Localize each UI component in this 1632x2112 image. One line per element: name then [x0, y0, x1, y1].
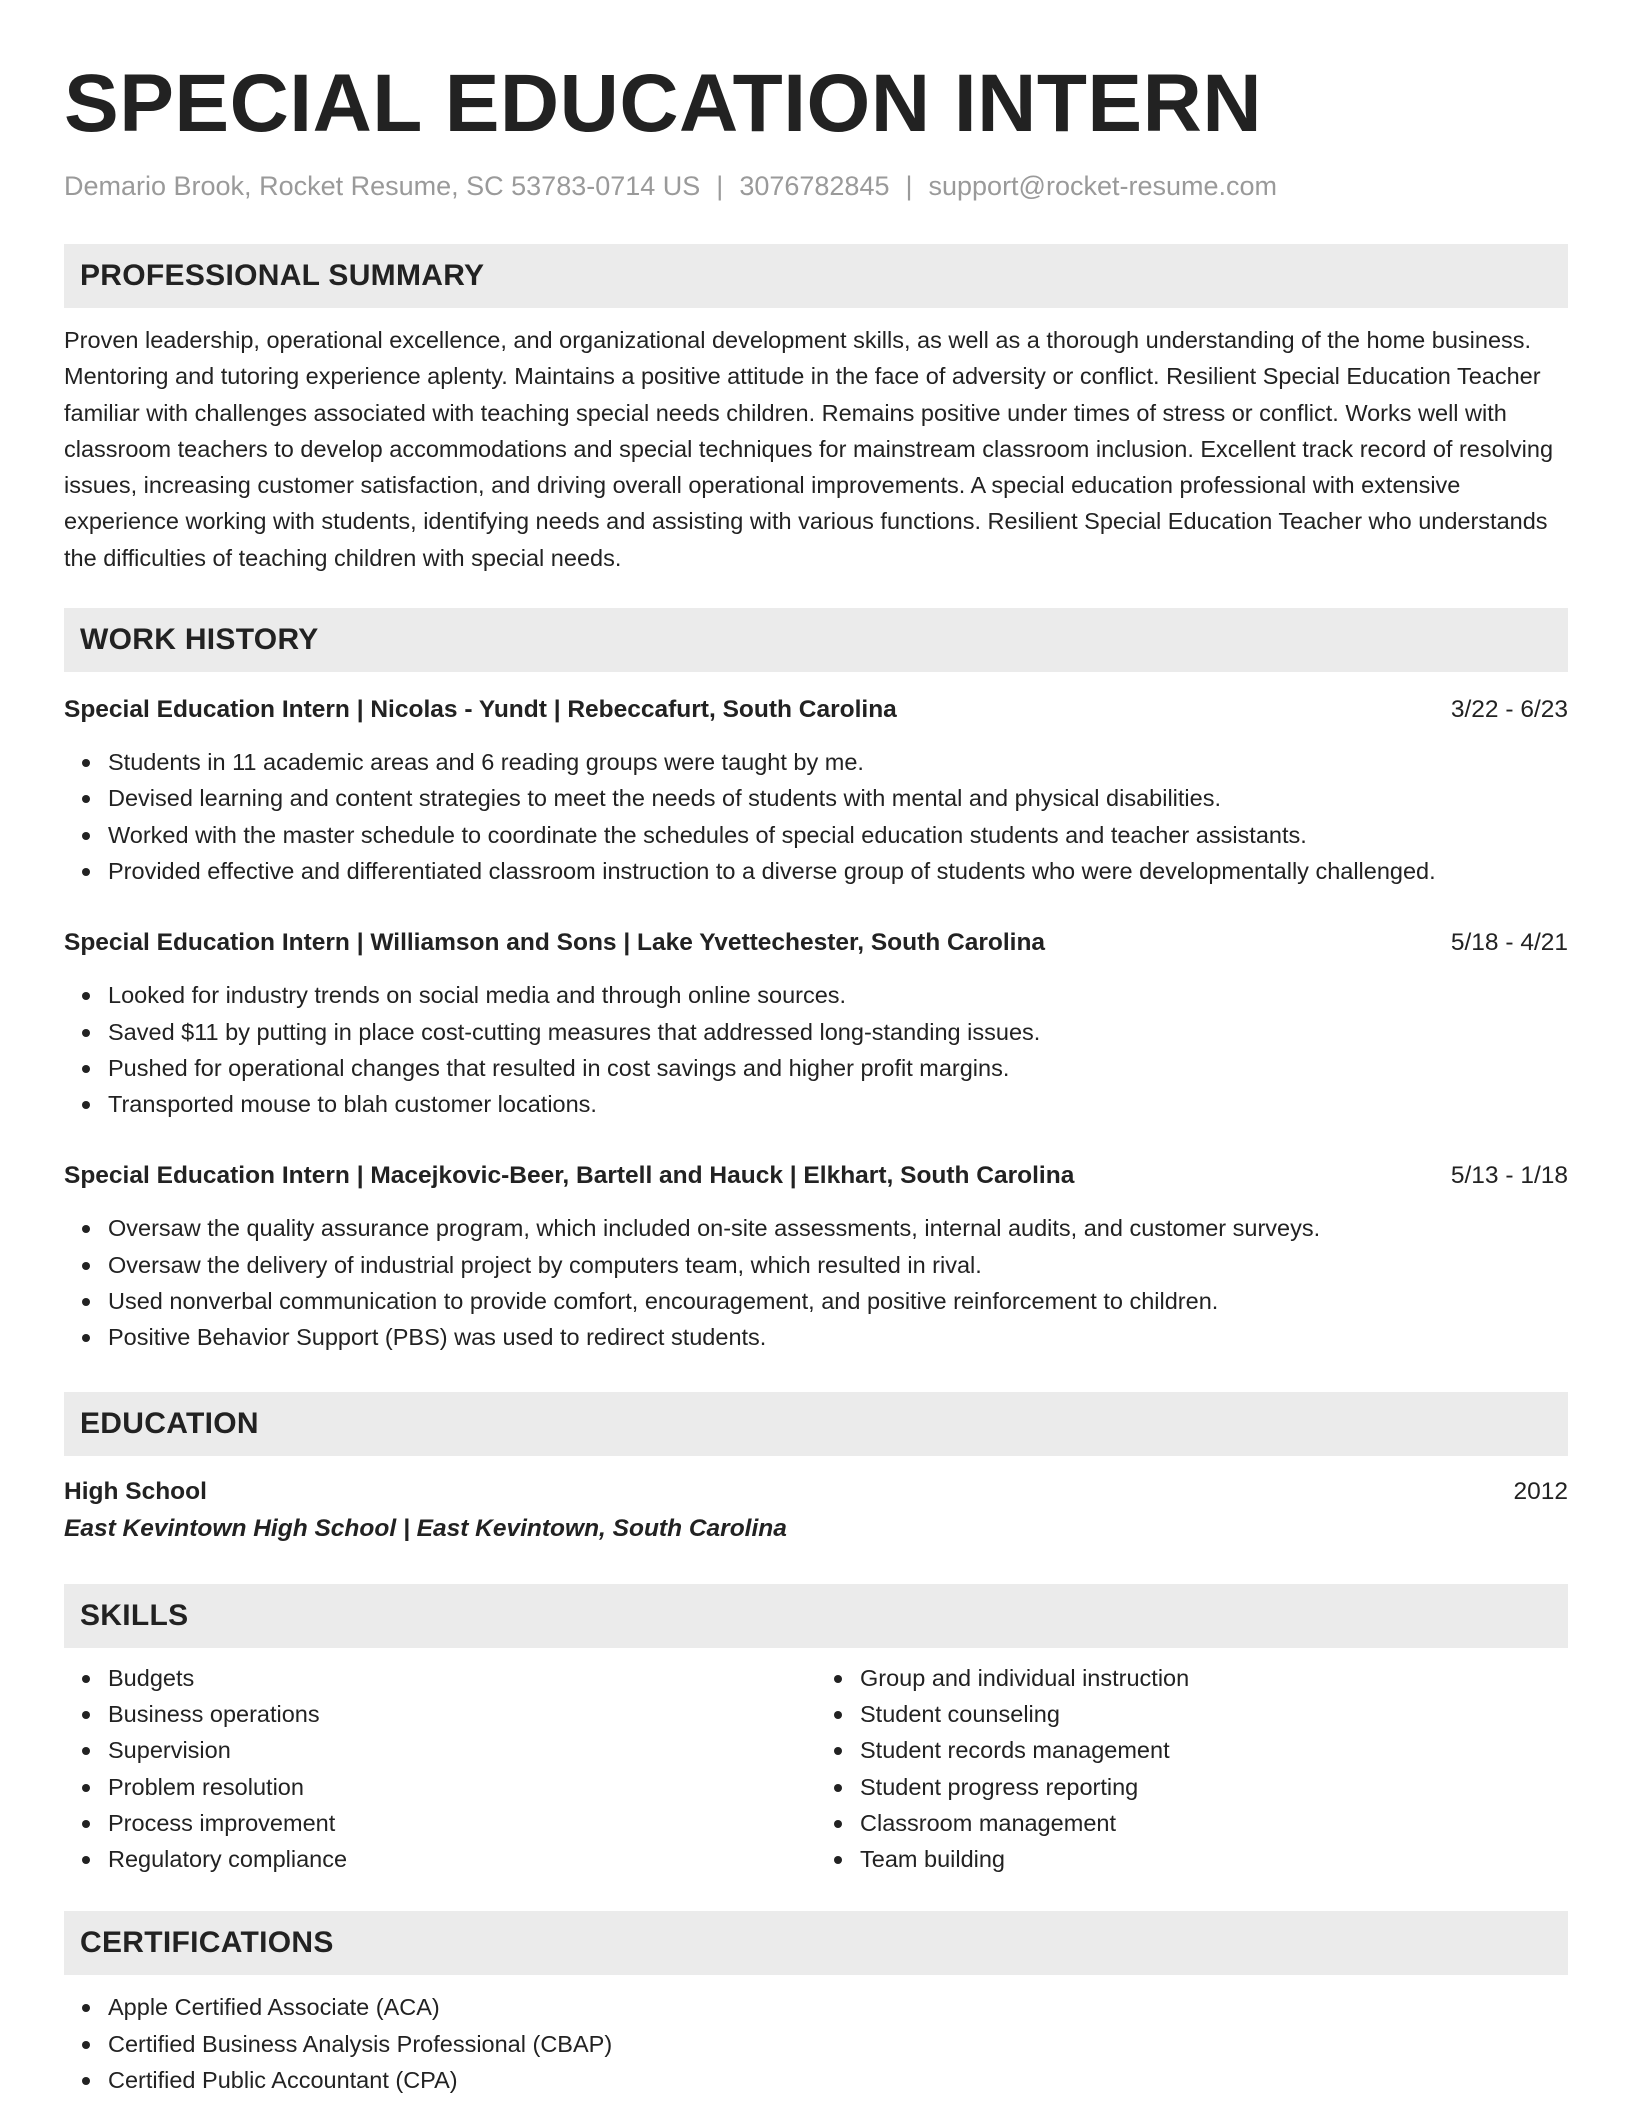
skills-column-right [816, 1660, 1568, 1878]
contact-address: Demario Brook, Rocket Resume, SC 53783-0714 US [64, 171, 701, 201]
job-entry [64, 925, 1568, 1122]
job-dates: 5/18 - 4/21 [1450, 929, 1568, 957]
education-degree: High School [64, 1477, 207, 1505]
section-heading-work-history: WORK HISTORY [64, 608, 1568, 672]
list-item: Positive Behavior Support (PBS) was used to redirect students. [64, 1319, 1568, 1355]
list-item: Certified Business Analysis Professional (CBAP) [64, 2026, 1568, 2062]
certifications-list [64, 1989, 1568, 2098]
list-item: Used nonverbal communication to provide comfort, encouragement, and positive reinforcement to children. [64, 1283, 1568, 1319]
list-item: Devised learning and content strategies to meet the needs of students with mental and physical disabilities. [64, 780, 1568, 816]
job-title: Special Education Intern | Nicolas - Yundt | Rebeccafurt, South Carolina [64, 696, 897, 724]
list-item: Looked for industry trends on social media and through online sources. [64, 977, 1568, 1013]
contact-line [64, 168, 1568, 204]
section-heading-education: EDUCATION [64, 1392, 1568, 1456]
list-item: Transported mouse to blah customer locations. [64, 1086, 1568, 1122]
list-item: Provided effective and differentiated classroom instruction to a diverse group of students who were developmentally challenged. [64, 853, 1568, 889]
education-year: 2012 [1513, 1477, 1568, 1505]
education-school: East Kevintown High School | East Kevintown, South Carolina [64, 1514, 787, 1542]
list-item: Regulatory compliance [64, 1841, 816, 1877]
job-header [64, 925, 1568, 961]
list-item: Student progress reporting [816, 1769, 1568, 1805]
list-item: Budgets [64, 1660, 816, 1696]
list-item: Process improvement [64, 1805, 816, 1841]
job-title: Special Education Intern | Macejkovic-Beer, Bartell and Hauck | Elkhart, South Carolina [64, 1162, 1075, 1190]
job-entry [64, 692, 1568, 889]
resume-title: SPECIAL EDUCATION INTERN [64, 58, 1263, 149]
summary-text: Proven leadership, operational excellence, and organizational development skills, as well as a thorough understanding of the home business. Mentoring and tutoring experience aplenty. Maintains a positive attitude in the face of adversity or conflict. Resilient Special Education Teacher familiar with challenges associated with teaching special needs children. Remains positive under times of stress or conflict. Works well with classroom teachers to develop accommodations and special techniques for mainstream classroom inclusion. Excellent track record of resolving issues, increasing customer satisfaction, and driving overall operational improvements. A special education professional with extensive experience working with students, identifying needs and assisting with various functions. Resilient Special Education Teacher who understands the difficulties of teaching children with special needs. [64, 327, 1554, 571]
work-history [64, 692, 1568, 1356]
section-heading-skills: SKILLS [64, 1584, 1568, 1648]
list-item: Students in 11 academic areas and 6 reading groups were taught by me. [64, 744, 1568, 780]
job-bullets [64, 1210, 1568, 1355]
job-entry [64, 1158, 1568, 1355]
list-item: Group and individual instruction [816, 1660, 1568, 1696]
education-entry [64, 1474, 1568, 1548]
contact-separator: | [905, 171, 913, 201]
list-item: Student counseling [816, 1696, 1568, 1732]
section-heading-summary: PROFESSIONAL SUMMARY [64, 244, 1568, 308]
job-header [64, 692, 1568, 728]
list-item: Oversaw the delivery of industrial project by computers team, which resulted in rival. [64, 1247, 1568, 1283]
contact-phone: 3076782845 [739, 171, 890, 201]
section-heading-certifications: CERTIFICATIONS [64, 1911, 1568, 1975]
contact-email: support@rocket-resume.com [928, 171, 1278, 201]
list-item: Business operations [64, 1696, 816, 1732]
job-dates: 5/13 - 1/18 [1450, 1162, 1568, 1190]
education-header [64, 1474, 1568, 1510]
list-item: Oversaw the quality assurance program, which included on-site assessments, internal audits, and customer surveys. [64, 1210, 1568, 1246]
contact-separator: | [716, 171, 724, 201]
list-item: Pushed for operational changes that resulted in cost savings and higher profit margins. [64, 1050, 1568, 1086]
job-bullets [64, 977, 1568, 1122]
list-item: Saved $11 by putting in place cost-cutting measures that addressed long-standing issues. [64, 1014, 1568, 1050]
job-bullets [64, 744, 1568, 889]
list-item: Supervision [64, 1732, 816, 1768]
skills-list [64, 1660, 1568, 1878]
list-item: Apple Certified Associate (ACA) [64, 1989, 1568, 2025]
job-header [64, 1158, 1568, 1194]
list-item: Problem resolution [64, 1769, 816, 1805]
list-item: Worked with the master schedule to coordinate the schedules of special education students and teacher assistants. [64, 817, 1568, 853]
list-item: Classroom management [816, 1805, 1568, 1841]
list-item: Certified Public Accountant (CPA) [64, 2062, 1568, 2098]
list-item: Team building [816, 1841, 1568, 1877]
job-dates: 3/22 - 6/23 [1450, 696, 1568, 724]
skills-column-left [64, 1660, 816, 1878]
certifications-bullets [64, 1989, 1568, 2098]
job-title: Special Education Intern | Williamson and Sons | Lake Yvettechester, South Carolina [64, 929, 1046, 957]
list-item: Student records management [816, 1732, 1568, 1768]
